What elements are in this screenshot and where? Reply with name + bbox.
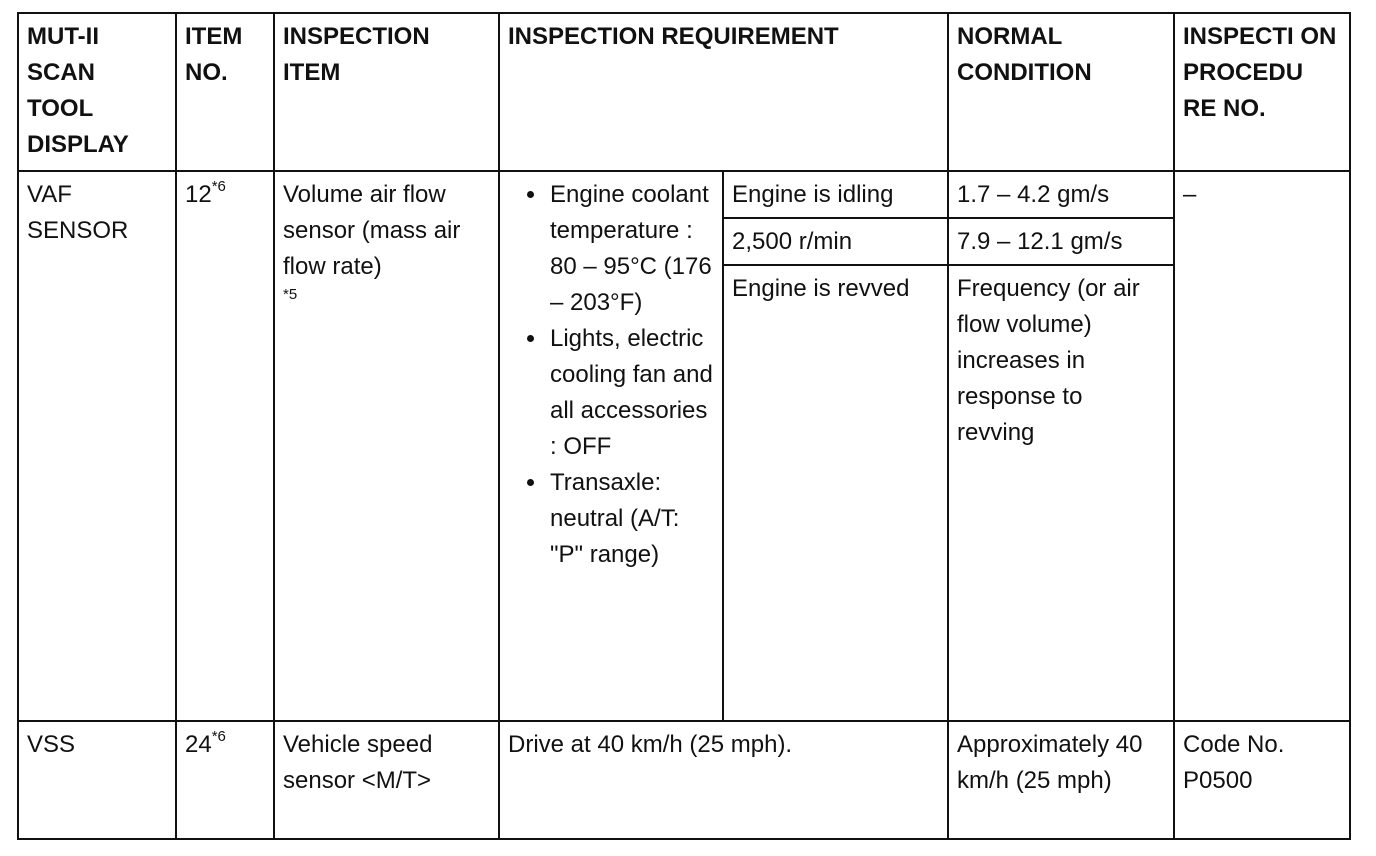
vaf-display: VAF SENSOR xyxy=(18,171,176,721)
vss-item-no-value: 24 xyxy=(185,731,212,758)
vaf-requirement-2500: 2,500 r/min xyxy=(723,218,948,265)
header-procedure-no: INSPECTI ON PROCEDU RE NO. xyxy=(1174,13,1350,171)
header-row xyxy=(18,13,1350,171)
vss-inspection-item: Vehicle speed sensor <M/T> xyxy=(274,721,499,839)
condition-item: • Lights, electric cooling fan and all accessories : OFF xyxy=(548,321,714,465)
condition-item: • Engine coolant temperature : 80 – 95°C (176 – 203°F) xyxy=(548,177,714,321)
header-inspection-item: INSPECTION ITEM xyxy=(274,13,499,171)
vaf-inspection-item-text: Volume air flow sensor (mass air flow rate) xyxy=(283,181,461,280)
vaf-inspection-item xyxy=(274,171,499,721)
vss-procedure-no: Code No. P0500 xyxy=(1174,721,1350,839)
condition-item: • Transaxle: neutral (A/T: "P" range) xyxy=(548,465,714,573)
vaf-requirement-idle: Engine is idling xyxy=(723,171,948,218)
table-row xyxy=(18,721,1350,839)
vss-requirement: Drive at 40 km/h (25 mph). xyxy=(499,721,948,839)
vaf-procedure-no: – xyxy=(1174,171,1350,721)
vaf-item-no xyxy=(176,171,274,721)
vaf-normal-revved: Frequency (or air flow volume) increases in response to revving xyxy=(948,265,1174,721)
vaf-item-no-footnote: *6 xyxy=(211,178,226,195)
header-display: MUT-II SCAN TOOL DISPLAY xyxy=(18,13,176,171)
vss-item-no-footnote: *6 xyxy=(211,728,226,745)
header-normal-condition: NORMAL CONDITION xyxy=(948,13,1174,171)
vss-normal: Approximately 40 km/h (25 mph) xyxy=(948,721,1174,839)
header-inspection-requirement: INSPECTION REQUIREMENT xyxy=(499,13,948,171)
header-item-no: ITEM NO. xyxy=(176,13,274,171)
vaf-item-no-value: 12 xyxy=(185,181,212,208)
vaf-inspection-item-note: *5 xyxy=(283,286,298,303)
table-row xyxy=(18,171,1350,218)
vaf-conditions xyxy=(499,171,723,721)
vaf-normal-idle: 1.7 – 4.2 gm/s xyxy=(948,171,1174,218)
vss-item-no xyxy=(176,721,274,839)
vss-display: VSS xyxy=(18,721,176,839)
inspection-table xyxy=(17,12,1351,840)
vaf-normal-2500: 7.9 – 12.1 gm/s xyxy=(948,218,1174,265)
condition-list xyxy=(508,177,714,573)
vaf-requirement-revved: Engine is revved xyxy=(723,265,948,721)
